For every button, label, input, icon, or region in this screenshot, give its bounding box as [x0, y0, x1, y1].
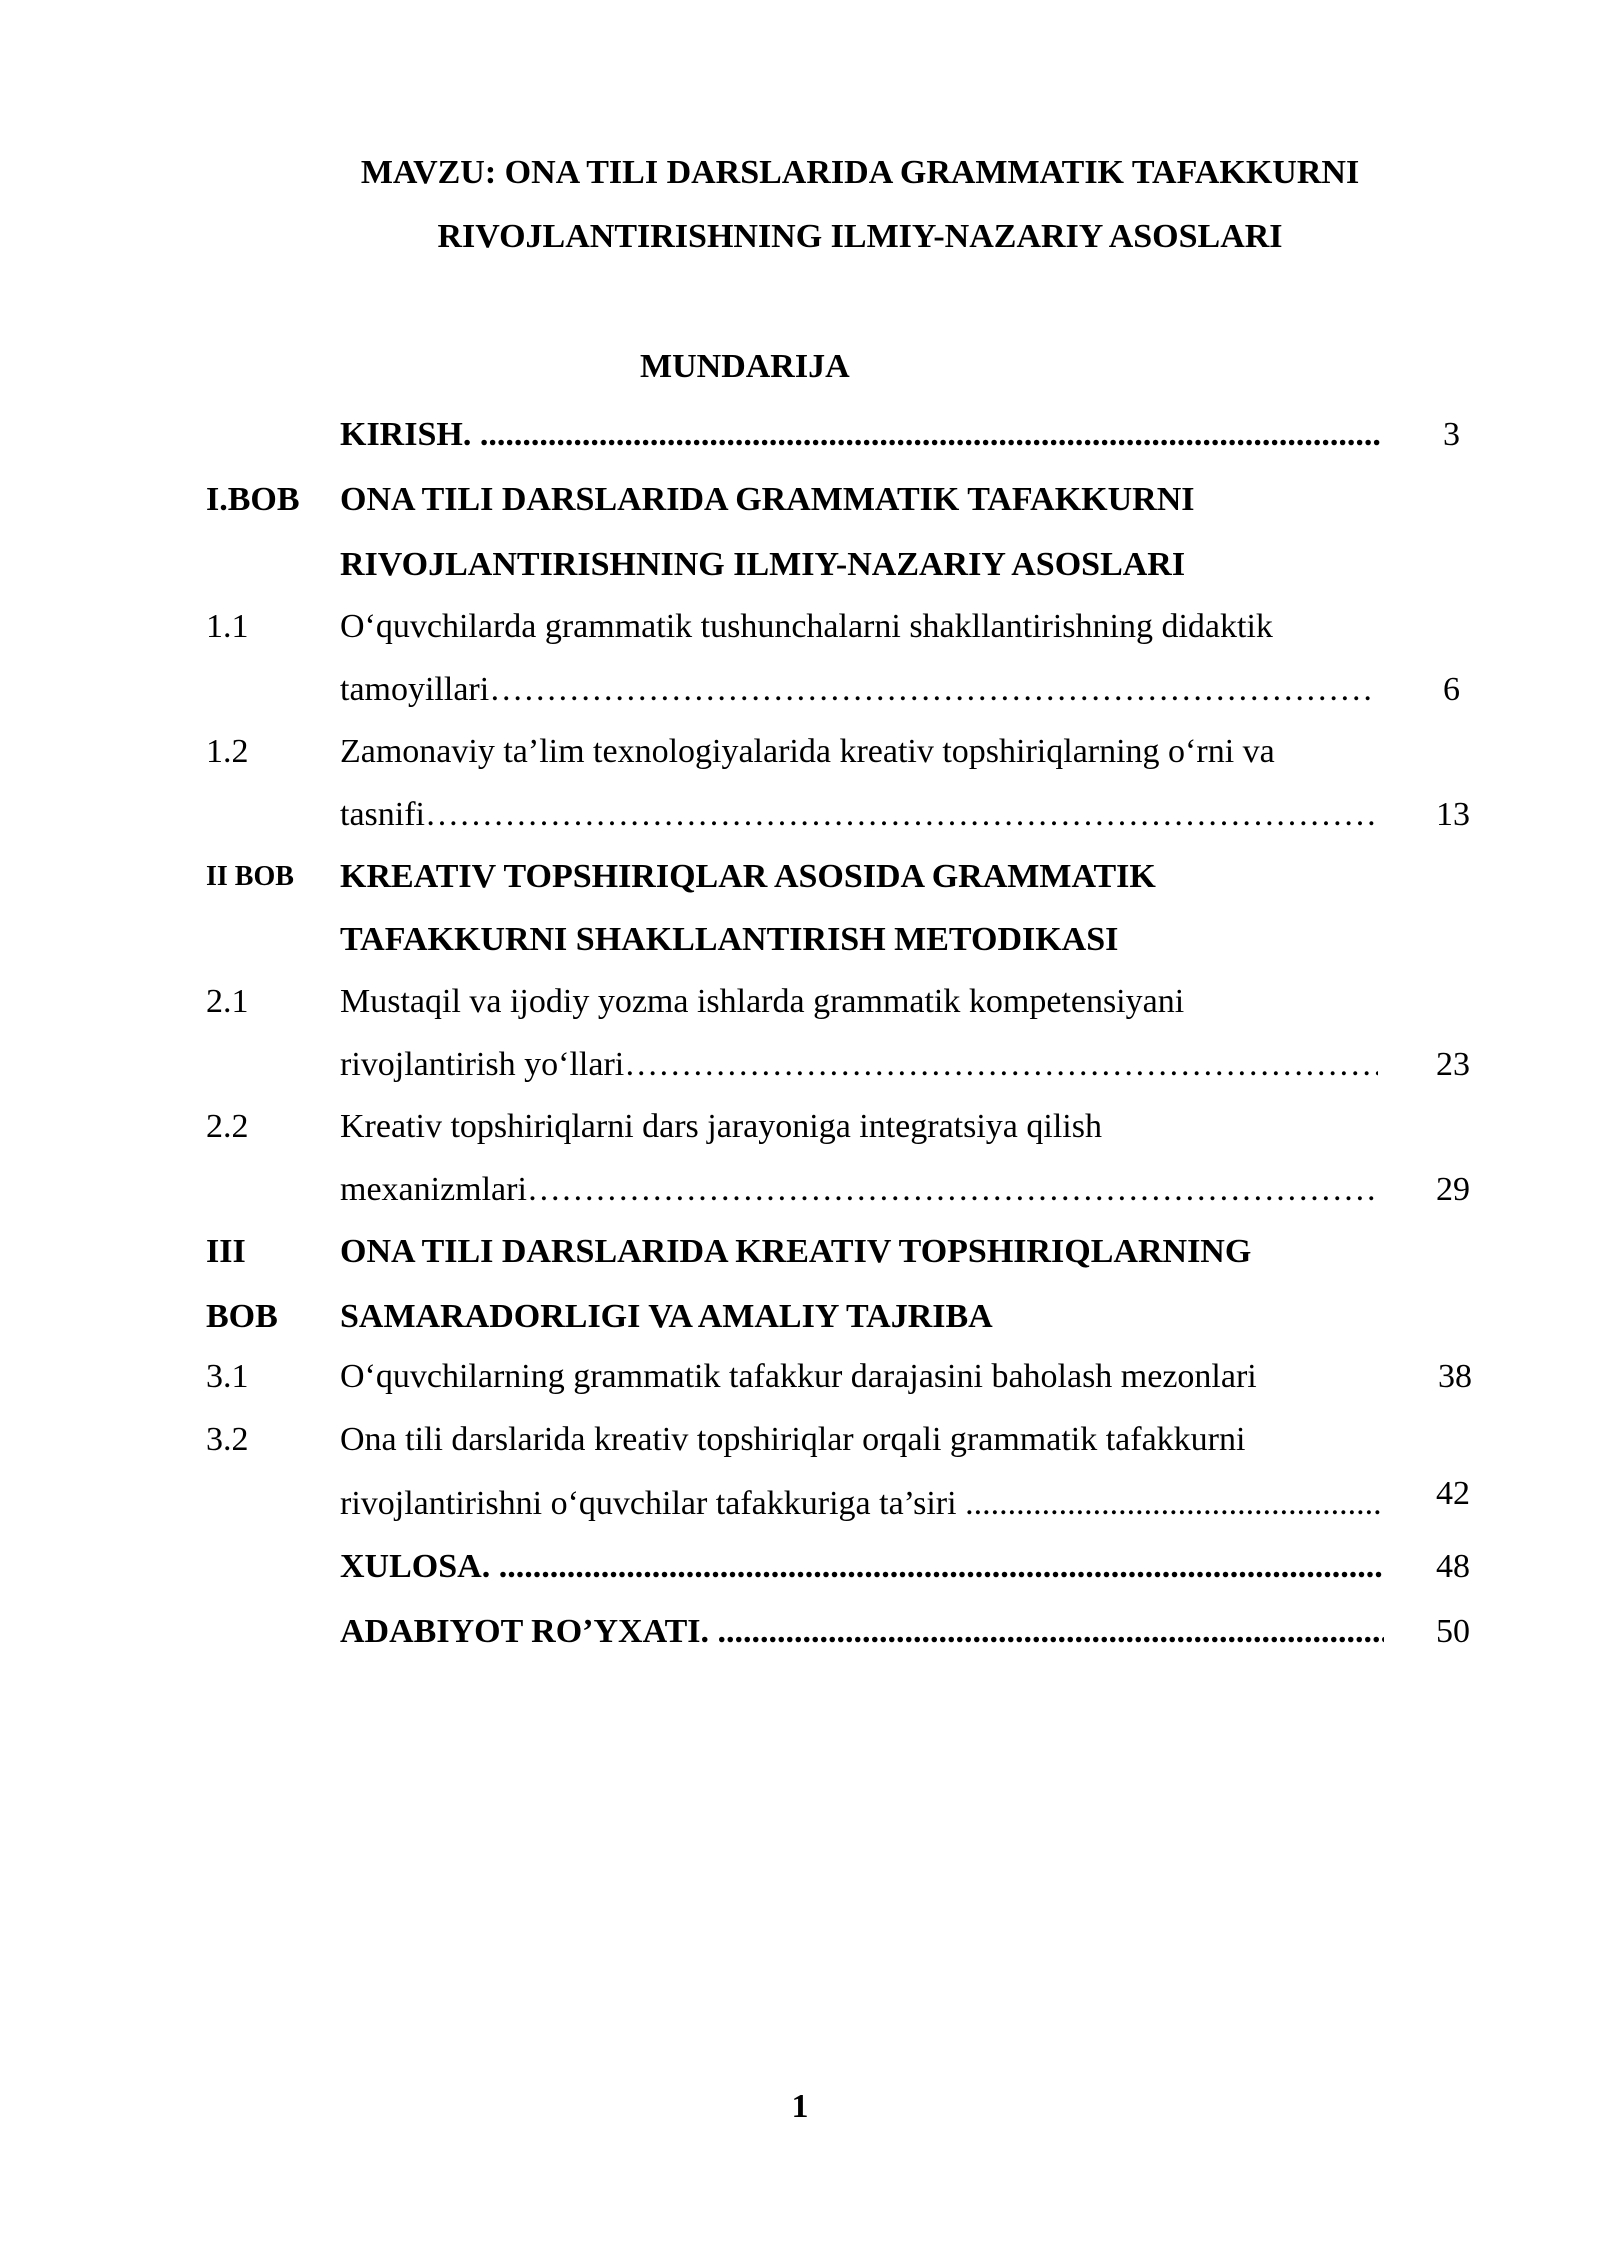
toc-section-2-1 — [0, 980, 1600, 1024]
toc-section-number: 1.2 — [206, 733, 249, 770]
toc-page-number: 42 — [1436, 1475, 1470, 1512]
toc-chapter-title-line-2: RIVOJLANTIRISHNING ILMIY-NAZARIY ASOSLARI — [340, 546, 1186, 583]
toc-heading: MUNDARIJA — [640, 348, 850, 385]
toc-section-title-line-1: Zamonaviy ta’lim texnologiyalarida kreativ topshiriqlarning o‘rni va — [340, 733, 1275, 770]
toc-section-title-line-2: tasnifi ……………………………………………………………………………………………… — [340, 793, 1380, 837]
toc-chapter-label: II BOB — [206, 861, 294, 892]
toc-chapter-3 — [0, 1230, 1600, 1274]
toc-page-number: 29 — [1436, 1171, 1470, 1208]
toc-entry-bibliography — [0, 1610, 1600, 1654]
toc-chapter-1 — [0, 478, 1600, 522]
toc-section-title-line-2: rivojlantirish yo‘llari ……………………………………………………………………………………………… — [340, 1043, 1378, 1087]
toc-chapter-2-cont — [0, 918, 1600, 962]
toc-page-number: 3 — [1443, 416, 1460, 453]
toc-section-title-line-2: mexanizmlari ……………………………………………………………………………………………… — [340, 1168, 1380, 1212]
toc-chapter-1-cont — [0, 543, 1600, 587]
toc-entry-intro — [0, 413, 1600, 457]
toc-section-number: 2.2 — [206, 1108, 249, 1145]
toc-chapter-label-line-2: BOB — [206, 1298, 278, 1335]
toc-section-number: 2.1 — [206, 983, 249, 1020]
document-title-line-2: RIVOJLANTIRISHNING ILMIY-NAZARIY ASOSLARI — [437, 218, 1283, 255]
toc-section-2-2-cont — [0, 1168, 1600, 1212]
toc-chapter-label: I.BOB — [206, 481, 300, 518]
toc-section-title-line-1: Ona tili darslarida kreativ topshiriqlar orqali grammatik tafakkurni — [340, 1421, 1246, 1458]
toc-section-2-2 — [0, 1105, 1600, 1149]
toc-section-3-1 — [0, 1355, 1600, 1399]
toc-section-3-2-cont — [0, 1475, 1600, 1526]
toc-section-1-1-cont — [0, 668, 1600, 712]
toc-section-title-line-1: O‘quvchilarda grammatik tushunchalarni shakllantirishning didaktik — [340, 608, 1273, 645]
page-number-footer: 1 — [791, 2088, 809, 2125]
toc-section-title-line-1: O‘quvchilarning grammatik tafakkur darajasini baholash mezonlari — [340, 1358, 1257, 1395]
toc-entry-conclusion — [0, 1545, 1600, 1589]
toc-page-number: 6 — [1443, 671, 1460, 708]
toc-section-title-line-1: Mustaqil va ijodiy yozma ishlarda grammatik kompetensiyani — [340, 983, 1185, 1020]
toc-chapter-2 — [0, 855, 1600, 899]
toc-chapter-title-line-2: TAFAKKURNI SHAKLLANTIRISH METODIKASI — [340, 921, 1119, 958]
toc-entry-text: ADABIYOT RO’YXATI. ..... — [340, 1610, 1384, 1654]
toc-page-number: 38 — [1438, 1358, 1472, 1395]
toc-section-title-line-1: Kreativ topshiriqlarni dars jarayoniga integratsiya qilish — [340, 1108, 1102, 1145]
toc-chapter-title-line-1: ONA TILI DARSLARIDA KREATIV TOPSHIRIQLARNING — [340, 1233, 1252, 1270]
toc-page-number: 50 — [1436, 1613, 1470, 1650]
document-title-line-1: MAVZU: ONA TILI DARSLARIDA GRAMMATIK TAFAKKURNI — [360, 154, 1360, 191]
toc-section-1-2 — [0, 730, 1600, 774]
toc-page-number: 23 — [1436, 1046, 1470, 1083]
toc-section-3-2 — [0, 1418, 1600, 1462]
toc-section-1-2-cont — [0, 793, 1600, 837]
toc-entry-text: XULOSA. ..... — [340, 1545, 1384, 1589]
toc-page-number: 13 — [1436, 796, 1470, 833]
toc-section-number: 3.1 — [206, 1358, 249, 1395]
toc-page-number: 48 — [1436, 1548, 1470, 1585]
toc-section-number: 3.2 — [206, 1421, 249, 1458]
toc-section-2-1-cont — [0, 1043, 1600, 1087]
toc-section-number: 1.1 — [206, 608, 249, 645]
toc-section-title-line-2: rivojlantirishni o‘quvchilar tafakkuriga ta’siri ..... — [340, 1482, 1380, 1526]
toc-section-1-1 — [0, 605, 1600, 649]
toc-chapter-title-line-2: SAMARADORLIGI VA AMALIY TAJRIBA — [340, 1298, 993, 1335]
toc-chapter-label-line-1: III — [206, 1233, 246, 1270]
toc-chapter-3-cont — [0, 1295, 1600, 1339]
toc-chapter-title-line-1: ONA TILI DARSLARIDA GRAMMATIK TAFAKKURNI — [340, 481, 1195, 518]
toc-chapter-title-line-1: KREATIV TOPSHIRIQLAR ASOSIDA GRAMMATIK — [340, 858, 1156, 895]
toc-section-title-line-2: tamoyillari ……………………………………………………………………………………………… — [340, 668, 1376, 712]
toc-entry-text: KIRISH. ..... — [340, 413, 1382, 457]
